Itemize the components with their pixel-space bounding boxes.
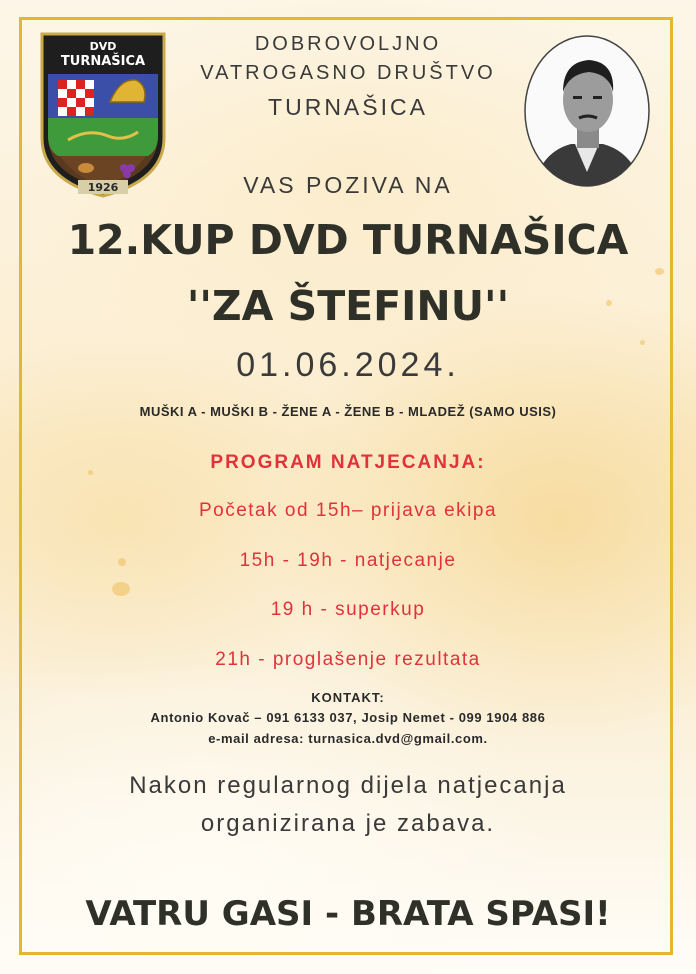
contact-heading: KONTAKT: bbox=[311, 690, 385, 705]
crest-year: 1926 bbox=[87, 181, 119, 194]
note-line-1: Nakon regularnog dijela natjecanja bbox=[129, 772, 567, 799]
program-item: 15h - 19h - natjecanje bbox=[239, 550, 457, 571]
org-line-3: TURNAŠICA bbox=[268, 94, 428, 120]
event-title: 12.KUP DVD TURNAŠICA bbox=[67, 216, 629, 264]
contact-email: e-mail adresa: turnasica.dvd@gmail.com. bbox=[208, 731, 488, 746]
slogan: VATRU GASI - BRATA SPASI! bbox=[85, 894, 611, 934]
invite-line: VAS POZIVA NA bbox=[243, 172, 453, 198]
contact-phones: Antonio Kovač – 091 6133 037, Josip Nemet - 099 1904 886 bbox=[150, 710, 546, 725]
categories: MUŠKI A - MUŠKI B - ŽENE A - ŽENE B - MLADEŽ (SAMO USIS) bbox=[139, 404, 557, 419]
org-line-1: DOBROVOLJNO bbox=[254, 33, 442, 55]
crest-name: DVD bbox=[89, 40, 117, 53]
program-item: 21h - proglašenje rezultata bbox=[215, 649, 481, 670]
portrait-photo bbox=[523, 34, 651, 188]
org-line-2: VATROGASNO DRUŠTVO bbox=[200, 62, 496, 84]
note-line-2: organizirana je zabava. bbox=[200, 810, 496, 837]
event-subtitle: ''ZA ŠTEFINU'' bbox=[186, 282, 510, 330]
program-item: Početak od 15h– prijava ekipa bbox=[198, 500, 498, 521]
crest-place: TURNAŠICA bbox=[60, 54, 146, 69]
program-heading: PROGRAM NATJECANJA: bbox=[210, 452, 486, 473]
program-item: 19 h - superkup bbox=[270, 599, 426, 620]
event-date: 01.06.2024. bbox=[236, 346, 460, 384]
